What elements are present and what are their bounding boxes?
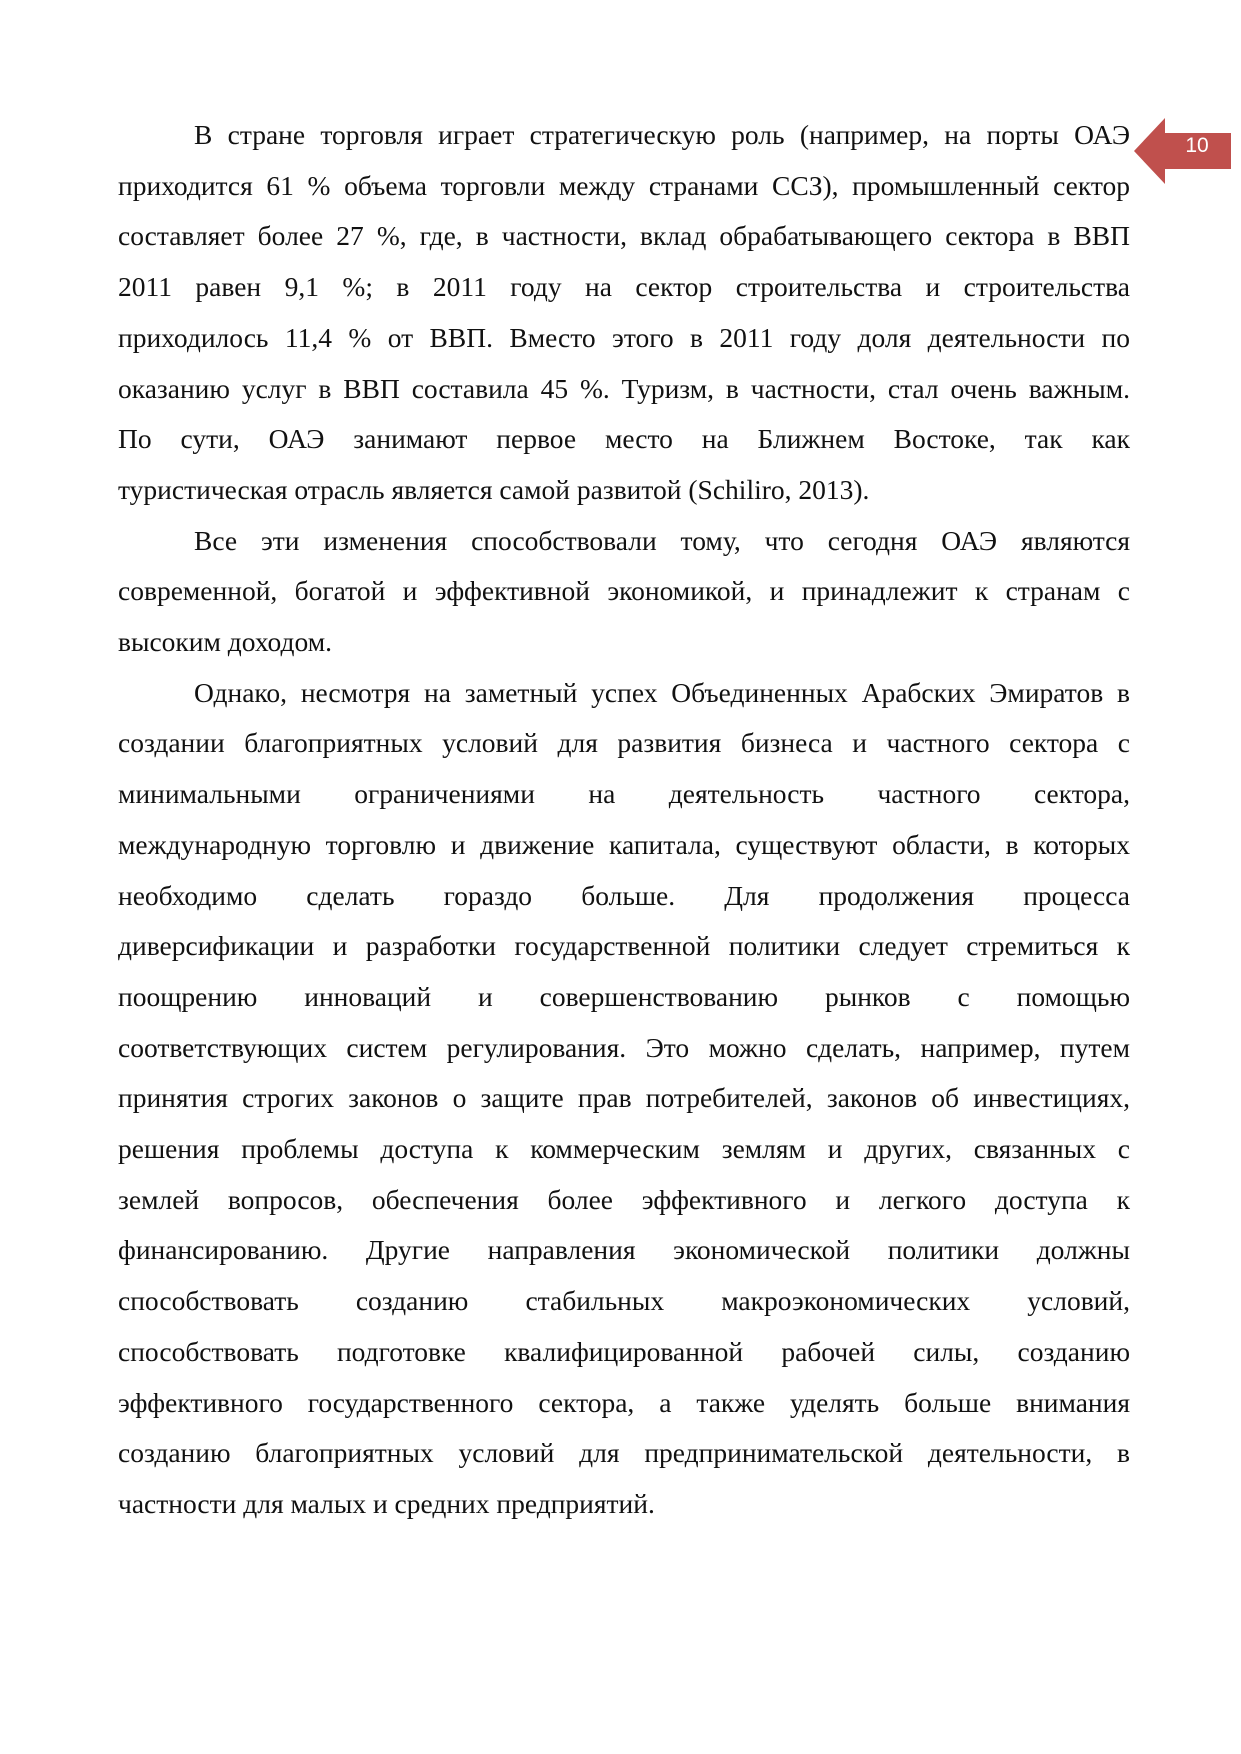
text-line: необходимо сделать гораздо больше. Для продолжения процесса: [118, 879, 1130, 911]
text-line: минимальными ограничениями на деятельность частного сектора,: [118, 778, 1130, 810]
text-line: современной, богатой и эффективной экономикой, и принадлежит к странам с: [118, 575, 1130, 607]
text-line: способствовать подготовке квалифицированной рабочей силы, созданию: [118, 1335, 1130, 1367]
text-line: составляет более 27 %, где, в частности, вклад обрабатывающего сектора в ВВП: [118, 220, 1130, 252]
text-line: 2011 равен 9,1 %; в 2011 году на сектор строительства и строительства: [118, 271, 1130, 303]
text-line: Однако, несмотря на заметный успех Объединенных Арабских Эмиратов в: [194, 676, 1130, 708]
paragraph: [118, 110, 1130, 516]
text-line: соответствующих систем регулирования. Это можно сделать, например, путем: [118, 1031, 1130, 1063]
text-line: диверсификации и разработки государственной политики следует стремиться к: [118, 930, 1130, 962]
text-line: принятия строгих законов о защите прав потребителей, законов об инвестициях,: [118, 1082, 1130, 1114]
text-line: высоким доходом.: [118, 626, 332, 658]
document-body: [118, 110, 1130, 1530]
text-line: финансированию. Другие направления экономической политики должны: [118, 1234, 1130, 1266]
paragraph: [118, 668, 1130, 1530]
text-line: Все эти изменения способствовали тому, что сегодня ОАЭ являются: [194, 524, 1130, 556]
page-number: 10: [1185, 134, 1209, 157]
text-line: созданию благоприятных условий для предпринимательской деятельности, в: [118, 1437, 1130, 1469]
paragraph: [118, 516, 1130, 668]
text-line: эффективного государственного сектора, а также уделять больше внимания: [118, 1386, 1130, 1418]
text-line: В стране торговля играет стратегическую роль (например, на порты ОАЭ: [194, 119, 1130, 150]
text-line: приходилось 11,4 % от ВВП. Вместо этого в 2011 году доля деятельности по: [118, 321, 1130, 353]
text-line: По сути, ОАЭ занимают первое место на Ближнем Востоке, так как: [118, 423, 1130, 455]
text-line: оказанию услуг в ВВП составила 45 %. Туризм, в частности, стал очень важным.: [118, 372, 1130, 404]
text-line: землей вопросов, обеспечения более эффективного и легкого доступа к: [118, 1183, 1130, 1215]
text-line: частности для малых и средних предприятий.: [118, 1487, 655, 1519]
text-line: способствовать созданию стабильных макроэкономических условий,: [118, 1285, 1130, 1317]
page-number-marker: [1134, 118, 1231, 184]
text-line: создании благоприятных условий для развития бизнеса и частного сектора с: [118, 727, 1130, 759]
text-line: поощрению инноваций и совершенствованию рынков с помощью: [118, 980, 1130, 1012]
text-line: международную торговлю и движение капитала, существуют области, в которых: [118, 828, 1130, 860]
text-line: решения проблемы доступа к коммерческим землям и других, связанных с: [118, 1133, 1130, 1165]
text-line: приходится 61 % объема торговли между странами ССЗ), промышленный сектор: [118, 169, 1130, 201]
text-line: туристическая отрасль является самой развитой (Schiliro, 2013).: [118, 473, 870, 505]
